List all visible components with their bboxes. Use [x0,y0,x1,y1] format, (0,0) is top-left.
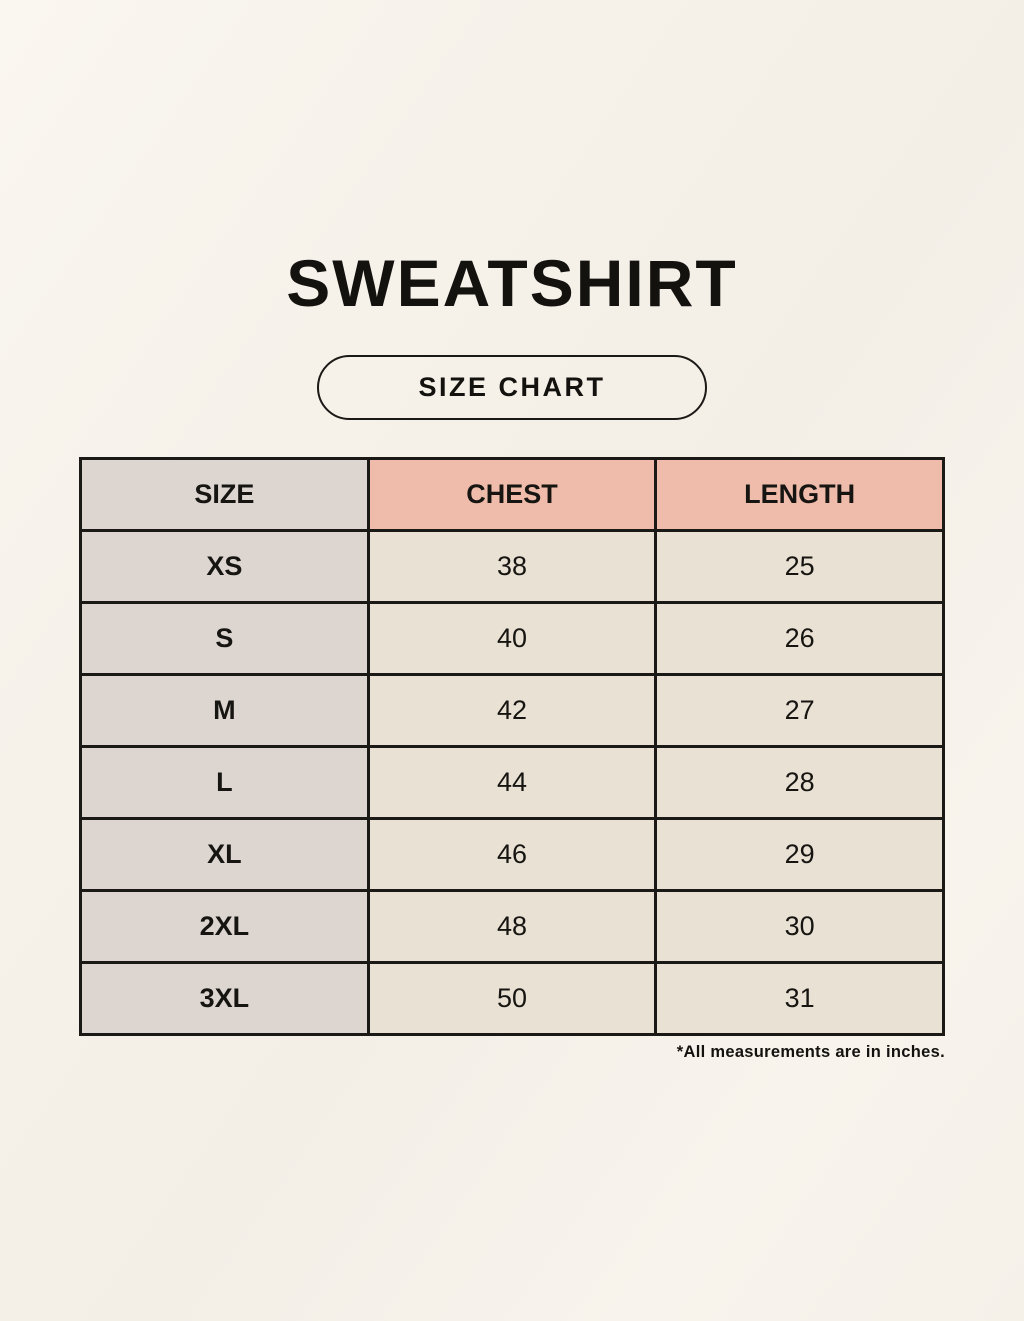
size-chart-table [79,457,945,1036]
length-cell: 30 [656,891,944,963]
size-chart-badge-label: SIZE CHART [418,372,606,402]
chest-cell: 50 [368,963,656,1035]
size-cell: M [81,675,369,747]
chest-cell: 42 [368,675,656,747]
length-cell: 29 [656,819,944,891]
size-cell: XS [81,531,369,603]
length-cell: 25 [656,531,944,603]
length-cell: 27 [656,675,944,747]
chest-cell: 44 [368,747,656,819]
chest-cell: 46 [368,819,656,891]
measurements-note: *All measurements are in inches. [676,1043,945,1061]
header-cell-size: SIZE [81,459,369,531]
table-row [81,963,944,1035]
length-cell: 26 [656,603,944,675]
table-row [81,747,944,819]
size-cell: L [81,747,369,819]
table-row [81,675,944,747]
chest-cell: 48 [368,891,656,963]
size-chart-badge [317,355,707,420]
table-row [81,819,944,891]
header-cell-length: LENGTH [656,459,944,531]
chest-cell: 40 [368,603,656,675]
page-title: SWEATSHIRT [286,246,738,320]
table-header-row [81,459,944,531]
chest-cell: 38 [368,531,656,603]
size-cell: S [81,603,369,675]
size-cell: 2XL [81,891,369,963]
table-row [81,891,944,963]
size-cell: XL [81,819,369,891]
size-cell: 3XL [81,963,369,1035]
table-row [81,603,944,675]
footnote-row [79,1043,945,1062]
table-row [81,531,944,603]
length-cell: 31 [656,963,944,1035]
length-cell: 28 [656,747,944,819]
header-cell-chest: CHEST [368,459,656,531]
